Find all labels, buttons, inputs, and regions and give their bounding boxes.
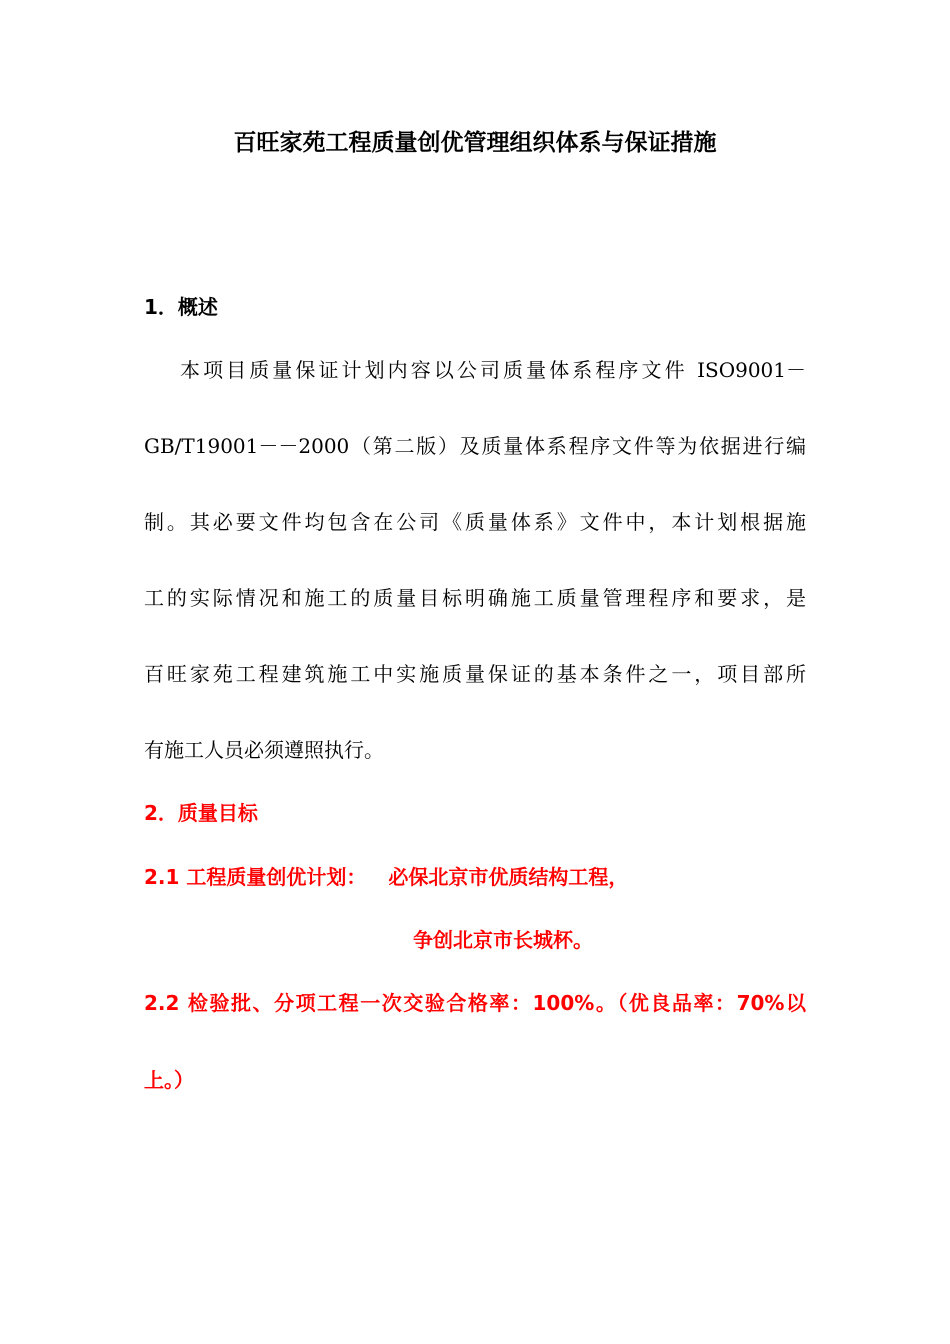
paragraph-line: 有施工人员必须遵照执行。 [144, 738, 384, 762]
goal-item-excellence-plan [144, 863, 628, 891]
paragraph-line: 制。其必要文件均包含在公司《质量体系》文件中，本计划根据施 [144, 510, 806, 534]
section-heading-overview: 1．概述 [144, 295, 218, 319]
paragraph-line: 工的实际情况和施工的质量目标明确施工质量管理程序和要求，是 [144, 586, 806, 610]
section-heading-quality-goals: 2．质量目标 [144, 801, 258, 825]
goal-item-pass-rate: 2.2 检验批、分项工程一次交验合格率：100%。（优良品率：70%以 [144, 991, 806, 1015]
goal-item-pass-rate-continued: 上。） [144, 1068, 194, 1092]
paragraph-line: GB/T19001－－2000（第二版）及质量体系程序文件等为依据进行编 [144, 434, 806, 458]
paragraph-line: 百旺家苑工程建筑施工中实施质量保证的基本条件之一，项目部所 [144, 662, 806, 686]
goal-item-value-continued: 争创北京市长城杯。 [413, 928, 593, 952]
paragraph-line: 本项目质量保证计划内容以公司质量体系程序文件 ISO9001－ [180, 358, 806, 382]
document-title: 百旺家苑工程质量创优管理组织体系与保证措施 [233, 130, 717, 156]
goal-item-value: 必保北京市优质结构工程， [388, 865, 629, 889]
goal-item-label: 2.1 工程质量创优计划： [144, 865, 367, 889]
